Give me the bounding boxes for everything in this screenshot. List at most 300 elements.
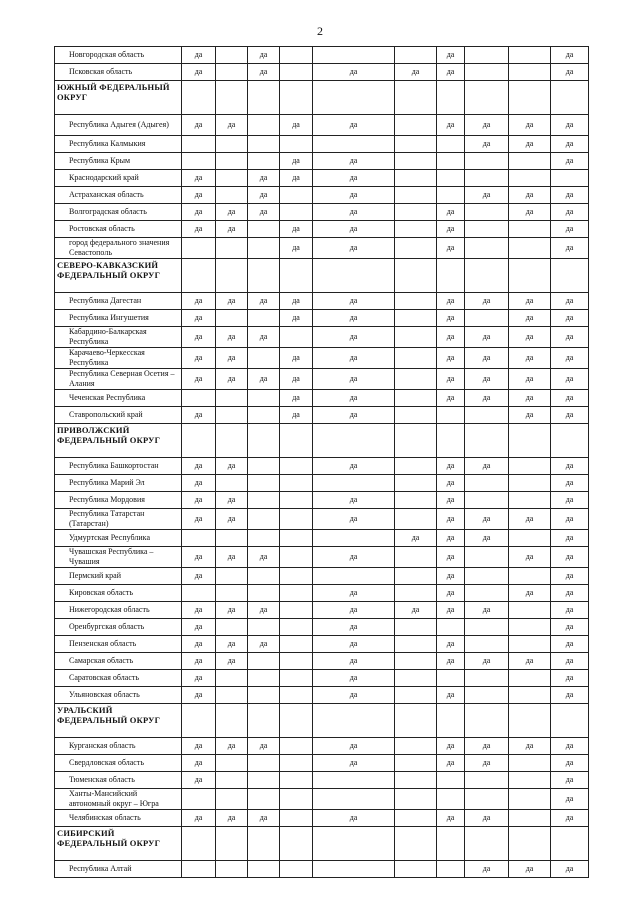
- mark-cell: да: [248, 47, 280, 64]
- region-name: Пензенская область: [55, 636, 182, 653]
- region-name: Республика Адыгея (Адыгея): [55, 115, 182, 136]
- mark-cell: да: [395, 64, 437, 81]
- mark-cell: да: [182, 670, 216, 687]
- region-row: [55, 492, 589, 509]
- mark-cell: [465, 670, 509, 687]
- mark-cell: [216, 187, 248, 204]
- district-name: ЮЖНЫЙ ФЕДЕРАЛЬНЫЙ ОКРУГ: [55, 81, 182, 115]
- mark-cell: [437, 407, 465, 424]
- mark-cell: [248, 238, 280, 259]
- mark-cell: [248, 153, 280, 170]
- mark-cell: да: [248, 170, 280, 187]
- mark-cell: [509, 789, 551, 810]
- mark-cell: да: [182, 475, 216, 492]
- mark-cell: да: [465, 327, 509, 348]
- mark-cell: да: [248, 64, 280, 81]
- mark-cell: да: [551, 530, 589, 547]
- mark-cell: [182, 136, 216, 153]
- region-row: [55, 293, 589, 310]
- mark-cell: да: [216, 602, 248, 619]
- mark-cell: [248, 458, 280, 475]
- region-name: Саратовская область: [55, 670, 182, 687]
- mark-cell: да: [216, 458, 248, 475]
- mark-cell: да: [551, 47, 589, 64]
- mark-cell: да: [313, 238, 395, 259]
- mark-cell: да: [437, 47, 465, 64]
- mark-cell: [280, 81, 313, 115]
- mark-cell: да: [551, 670, 589, 687]
- mark-cell: да: [216, 636, 248, 653]
- region-row: [55, 585, 589, 602]
- region-name: Республика Северная Осетия – Алания: [55, 369, 182, 390]
- mark-cell: [182, 861, 216, 878]
- mark-cell: да: [509, 861, 551, 878]
- mark-cell: [395, 636, 437, 653]
- mark-cell: [216, 619, 248, 636]
- mark-cell: [509, 772, 551, 789]
- mark-cell: да: [551, 789, 589, 810]
- mark-cell: да: [182, 509, 216, 530]
- mark-cell: да: [437, 492, 465, 509]
- mark-cell: да: [313, 458, 395, 475]
- mark-cell: [509, 424, 551, 458]
- mark-cell: да: [313, 390, 395, 407]
- mark-cell: [395, 259, 437, 293]
- mark-cell: да: [182, 458, 216, 475]
- mark-cell: [248, 492, 280, 509]
- mark-cell: да: [280, 238, 313, 259]
- district-header-row: [55, 259, 589, 293]
- region-name: Нижегородская область: [55, 602, 182, 619]
- mark-cell: [509, 687, 551, 704]
- mark-cell: да: [182, 115, 216, 136]
- mark-cell: да: [313, 407, 395, 424]
- mark-cell: да: [182, 772, 216, 789]
- mark-cell: да: [509, 293, 551, 310]
- mark-cell: да: [313, 492, 395, 509]
- mark-cell: [216, 704, 248, 738]
- mark-cell: [465, 687, 509, 704]
- mark-cell: [465, 153, 509, 170]
- region-row: [55, 390, 589, 407]
- mark-cell: да: [182, 653, 216, 670]
- regions-table-body: [55, 47, 589, 878]
- mark-cell: [551, 424, 589, 458]
- mark-cell: [465, 772, 509, 789]
- mark-cell: да: [551, 547, 589, 568]
- mark-cell: [248, 670, 280, 687]
- mark-cell: да: [509, 327, 551, 348]
- mark-cell: [248, 310, 280, 327]
- mark-cell: да: [182, 170, 216, 187]
- mark-cell: [437, 81, 465, 115]
- mark-cell: да: [280, 153, 313, 170]
- mark-cell: [509, 810, 551, 827]
- mark-cell: [437, 619, 465, 636]
- mark-cell: да: [509, 738, 551, 755]
- mark-cell: да: [509, 547, 551, 568]
- region-name: Республика Марий Эл: [55, 475, 182, 492]
- district-name: ПРИВОЛЖСКИЙ ФЕДЕРАЛЬНЫЙ ОКРУГ: [55, 424, 182, 458]
- region-name: Карачаево-Черкесская Республика: [55, 348, 182, 369]
- mark-cell: да: [465, 136, 509, 153]
- mark-cell: [509, 568, 551, 585]
- mark-cell: [313, 475, 395, 492]
- mark-cell: да: [509, 348, 551, 369]
- region-name: Ставропольский край: [55, 407, 182, 424]
- mark-cell: [437, 772, 465, 789]
- mark-cell: да: [248, 327, 280, 348]
- mark-cell: да: [182, 810, 216, 827]
- mark-cell: да: [465, 115, 509, 136]
- region-row: [55, 568, 589, 585]
- mark-cell: [395, 310, 437, 327]
- mark-cell: да: [437, 738, 465, 755]
- mark-cell: [395, 238, 437, 259]
- region-row: [55, 810, 589, 827]
- mark-cell: да: [465, 755, 509, 772]
- mark-cell: [216, 47, 248, 64]
- region-row: [55, 530, 589, 547]
- mark-cell: [509, 170, 551, 187]
- mark-cell: да: [551, 602, 589, 619]
- mark-cell: [395, 204, 437, 221]
- mark-cell: [437, 789, 465, 810]
- region-row: [55, 458, 589, 475]
- mark-cell: [313, 704, 395, 738]
- mark-cell: [280, 772, 313, 789]
- mark-cell: [551, 259, 589, 293]
- mark-cell: да: [465, 653, 509, 670]
- region-row: [55, 204, 589, 221]
- mark-cell: [280, 492, 313, 509]
- mark-cell: да: [248, 602, 280, 619]
- mark-cell: [395, 153, 437, 170]
- mark-cell: да: [465, 390, 509, 407]
- mark-cell: да: [216, 221, 248, 238]
- mark-cell: да: [465, 530, 509, 547]
- mark-cell: [216, 259, 248, 293]
- mark-cell: да: [182, 602, 216, 619]
- mark-cell: [216, 827, 248, 861]
- mark-cell: [465, 310, 509, 327]
- mark-cell: [509, 238, 551, 259]
- mark-cell: [465, 170, 509, 187]
- regions-table: [54, 46, 589, 878]
- mark-cell: да: [280, 390, 313, 407]
- mark-cell: да: [551, 687, 589, 704]
- mark-cell: [465, 568, 509, 585]
- mark-cell: да: [313, 509, 395, 530]
- mark-cell: да: [437, 585, 465, 602]
- mark-cell: да: [551, 407, 589, 424]
- mark-cell: [182, 585, 216, 602]
- region-row: [55, 348, 589, 369]
- mark-cell: да: [551, 348, 589, 369]
- mark-cell: [280, 327, 313, 348]
- mark-cell: [216, 687, 248, 704]
- mark-cell: да: [216, 547, 248, 568]
- mark-cell: да: [248, 293, 280, 310]
- region-name: Республика Ингушетия: [55, 310, 182, 327]
- mark-cell: [395, 115, 437, 136]
- mark-cell: да: [248, 810, 280, 827]
- mark-cell: да: [313, 619, 395, 636]
- mark-cell: [465, 64, 509, 81]
- mark-cell: [182, 827, 216, 861]
- district-header-row: [55, 81, 589, 115]
- mark-cell: да: [248, 204, 280, 221]
- mark-cell: да: [313, 204, 395, 221]
- mark-cell: [216, 670, 248, 687]
- mark-cell: да: [216, 369, 248, 390]
- mark-cell: [216, 81, 248, 115]
- mark-cell: да: [313, 687, 395, 704]
- mark-cell: да: [551, 636, 589, 653]
- mark-cell: [395, 407, 437, 424]
- mark-cell: [313, 259, 395, 293]
- mark-cell: [395, 568, 437, 585]
- mark-cell: да: [313, 369, 395, 390]
- mark-cell: [280, 187, 313, 204]
- region-row: [55, 327, 589, 348]
- mark-cell: [280, 509, 313, 530]
- mark-cell: да: [313, 153, 395, 170]
- mark-cell: да: [437, 458, 465, 475]
- mark-cell: да: [182, 738, 216, 755]
- mark-cell: [395, 827, 437, 861]
- mark-cell: [216, 407, 248, 424]
- mark-cell: да: [437, 509, 465, 530]
- mark-cell: да: [182, 64, 216, 81]
- mark-cell: [280, 458, 313, 475]
- region-name: Республика Башкортостан: [55, 458, 182, 475]
- mark-cell: [395, 47, 437, 64]
- mark-cell: да: [280, 310, 313, 327]
- mark-cell: да: [313, 810, 395, 827]
- mark-cell: да: [437, 221, 465, 238]
- mark-cell: да: [551, 738, 589, 755]
- mark-cell: [395, 772, 437, 789]
- mark-cell: [313, 861, 395, 878]
- mark-cell: [465, 827, 509, 861]
- mark-cell: [248, 81, 280, 115]
- mark-cell: [395, 475, 437, 492]
- mark-cell: да: [465, 187, 509, 204]
- mark-cell: да: [551, 64, 589, 81]
- mark-cell: [509, 153, 551, 170]
- mark-cell: [509, 530, 551, 547]
- mark-cell: да: [509, 115, 551, 136]
- mark-cell: [509, 64, 551, 81]
- mark-cell: [248, 348, 280, 369]
- mark-cell: да: [437, 568, 465, 585]
- region-row: [55, 64, 589, 81]
- mark-cell: да: [182, 755, 216, 772]
- mark-cell: [248, 221, 280, 238]
- mark-cell: да: [280, 407, 313, 424]
- mark-cell: да: [313, 348, 395, 369]
- region-name: Новгородская область: [55, 47, 182, 64]
- mark-cell: да: [509, 369, 551, 390]
- mark-cell: да: [551, 653, 589, 670]
- region-row: [55, 187, 589, 204]
- mark-cell: да: [437, 327, 465, 348]
- mark-cell: [465, 204, 509, 221]
- region-name: Оренбургская область: [55, 619, 182, 636]
- mark-cell: да: [437, 115, 465, 136]
- mark-cell: да: [216, 810, 248, 827]
- mark-cell: да: [509, 187, 551, 204]
- mark-cell: да: [551, 755, 589, 772]
- mark-cell: [395, 492, 437, 509]
- mark-cell: да: [465, 861, 509, 878]
- region-name: Тюменская область: [55, 772, 182, 789]
- mark-cell: да: [551, 492, 589, 509]
- mark-cell: [280, 619, 313, 636]
- region-name: Кировская область: [55, 585, 182, 602]
- mark-cell: [280, 530, 313, 547]
- mark-cell: да: [437, 204, 465, 221]
- mark-cell: [216, 136, 248, 153]
- mark-cell: [280, 670, 313, 687]
- mark-cell: [509, 458, 551, 475]
- mark-cell: [216, 755, 248, 772]
- mark-cell: [395, 509, 437, 530]
- mark-cell: да: [280, 369, 313, 390]
- mark-cell: да: [313, 64, 395, 81]
- region-name: город федерального значения Севастополь: [55, 238, 182, 259]
- mark-cell: [280, 861, 313, 878]
- region-row: [55, 221, 589, 238]
- mark-cell: [465, 619, 509, 636]
- mark-cell: [182, 390, 216, 407]
- mark-cell: [216, 530, 248, 547]
- mark-cell: да: [465, 509, 509, 530]
- mark-cell: да: [551, 772, 589, 789]
- region-name: Кабардино-Балкарская Республика: [55, 327, 182, 348]
- mark-cell: да: [465, 738, 509, 755]
- mark-cell: [216, 772, 248, 789]
- mark-cell: [465, 221, 509, 238]
- region-row: [55, 861, 589, 878]
- mark-cell: да: [216, 115, 248, 136]
- mark-cell: да: [395, 602, 437, 619]
- mark-cell: да: [313, 187, 395, 204]
- mark-cell: да: [437, 238, 465, 259]
- mark-cell: [395, 293, 437, 310]
- mark-cell: да: [216, 204, 248, 221]
- mark-cell: [395, 547, 437, 568]
- mark-cell: [216, 475, 248, 492]
- mark-cell: [395, 653, 437, 670]
- mark-cell: [395, 670, 437, 687]
- mark-cell: да: [551, 475, 589, 492]
- mark-cell: да: [437, 348, 465, 369]
- mark-cell: да: [437, 369, 465, 390]
- page-number: 2: [317, 24, 323, 38]
- mark-cell: да: [313, 653, 395, 670]
- mark-cell: да: [465, 293, 509, 310]
- mark-cell: да: [182, 619, 216, 636]
- region-name: Волгоградская область: [55, 204, 182, 221]
- mark-cell: да: [182, 204, 216, 221]
- region-name: Чувашская Республика – Чувашия: [55, 547, 182, 568]
- mark-cell: [248, 115, 280, 136]
- region-name: Республика Татарстан (Татарстан): [55, 509, 182, 530]
- mark-cell: [280, 259, 313, 293]
- mark-cell: да: [280, 115, 313, 136]
- region-name: Республика Крым: [55, 153, 182, 170]
- mark-cell: [437, 153, 465, 170]
- mark-cell: [313, 530, 395, 547]
- mark-cell: [395, 585, 437, 602]
- mark-cell: да: [313, 738, 395, 755]
- mark-cell: да: [437, 390, 465, 407]
- mark-cell: [248, 475, 280, 492]
- mark-cell: [248, 687, 280, 704]
- mark-cell: [509, 602, 551, 619]
- mark-cell: да: [313, 755, 395, 772]
- mark-cell: да: [216, 492, 248, 509]
- district-name: СИБИРСКИЙ ФЕДЕРАЛЬНЫЙ ОКРУГ: [55, 827, 182, 861]
- region-row: [55, 602, 589, 619]
- region-row: [55, 619, 589, 636]
- region-name: Ханты-Мансийский автономный округ – Югра: [55, 789, 182, 810]
- mark-cell: [216, 64, 248, 81]
- mark-cell: [216, 310, 248, 327]
- region-row: [55, 153, 589, 170]
- region-name: Пермский край: [55, 568, 182, 585]
- region-row: [55, 772, 589, 789]
- region-row: [55, 636, 589, 653]
- region-name: Чеченская Республика: [55, 390, 182, 407]
- mark-cell: да: [248, 636, 280, 653]
- mark-cell: да: [182, 187, 216, 204]
- region-row: [55, 789, 589, 810]
- mark-cell: [437, 170, 465, 187]
- mark-cell: да: [313, 585, 395, 602]
- region-name: Республика Мордовия: [55, 492, 182, 509]
- mark-cell: да: [280, 170, 313, 187]
- mark-cell: да: [509, 390, 551, 407]
- mark-cell: [395, 136, 437, 153]
- mark-cell: [509, 47, 551, 64]
- mark-cell: [465, 492, 509, 509]
- mark-cell: [280, 738, 313, 755]
- mark-cell: да: [437, 602, 465, 619]
- mark-cell: да: [465, 602, 509, 619]
- mark-cell: [395, 221, 437, 238]
- mark-cell: да: [182, 327, 216, 348]
- region-row: [55, 136, 589, 153]
- mark-cell: да: [182, 407, 216, 424]
- mark-cell: да: [551, 585, 589, 602]
- mark-cell: да: [182, 310, 216, 327]
- mark-cell: [216, 789, 248, 810]
- mark-cell: да: [437, 64, 465, 81]
- mark-cell: [313, 772, 395, 789]
- mark-cell: [313, 81, 395, 115]
- mark-cell: [509, 636, 551, 653]
- mark-cell: да: [313, 636, 395, 653]
- mark-cell: [465, 636, 509, 653]
- mark-cell: [248, 653, 280, 670]
- mark-cell: [248, 568, 280, 585]
- mark-cell: [280, 424, 313, 458]
- mark-cell: [395, 704, 437, 738]
- mark-cell: да: [509, 509, 551, 530]
